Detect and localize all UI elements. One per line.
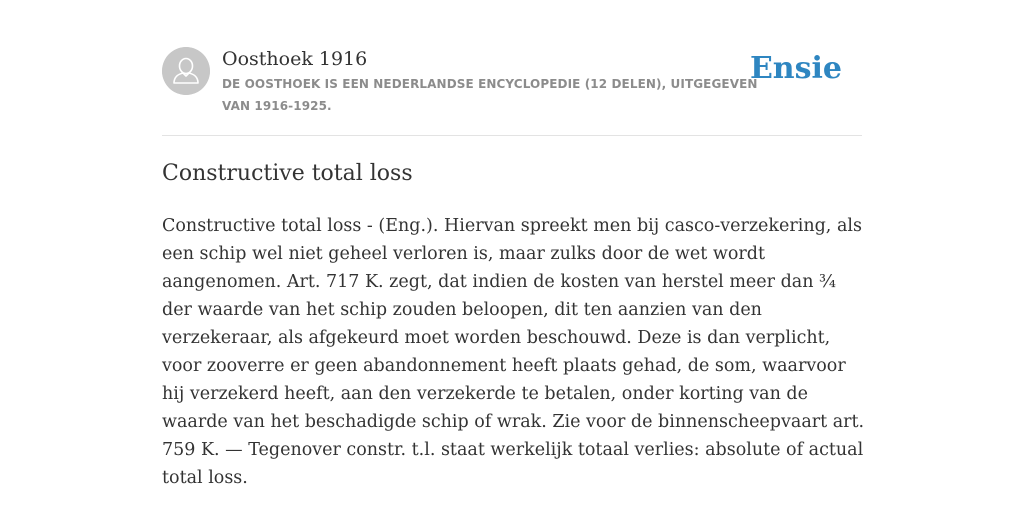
user-silhouette-icon (162, 47, 210, 95)
source-description: DE OOSTHOEK IS EEN NEDERLANDSE ENCYCLOPEDIE (12 DELEN), UITGEGEVEN VAN 1916-1925. (222, 77, 758, 113)
source-avatar[interactable] (162, 47, 210, 95)
article-body: Constructive total loss - (Eng.). Hiervan spreekt men bij casco-verzekering, als een schip wel niet geheel verloren is, maar zulks door de wet wordt aangenomen. Art. 717 K. zegt, dat indien de kosten van herstel meer dan ¾ der waarde van het schip zouden beloopen, dit ten aanzien van den verzekeraar, als afgekeurd moet worden beschouwd. Deze is dan verplicht, voor zooverre er geen abandonnement heeft plaats gehad, de som, waarvoor hij verzekerd heeft, aan den verzekerde te betalen, onder korting van de waarde van het beschadigde schip of wrak. Zie voor de binnenscheepvaart art. 759 K. — Tegenover constr. t.l. staat werkelijk totaal verlies: absolute of actual total loss. (162, 216, 865, 488)
header-divider (162, 135, 862, 136)
ensie-logo-link[interactable]: Ensie (749, 51, 842, 86)
source-header (162, 46, 862, 116)
article-title: Constructive total loss (162, 161, 413, 186)
source-title[interactable]: Oosthoek 1916 (222, 48, 368, 70)
